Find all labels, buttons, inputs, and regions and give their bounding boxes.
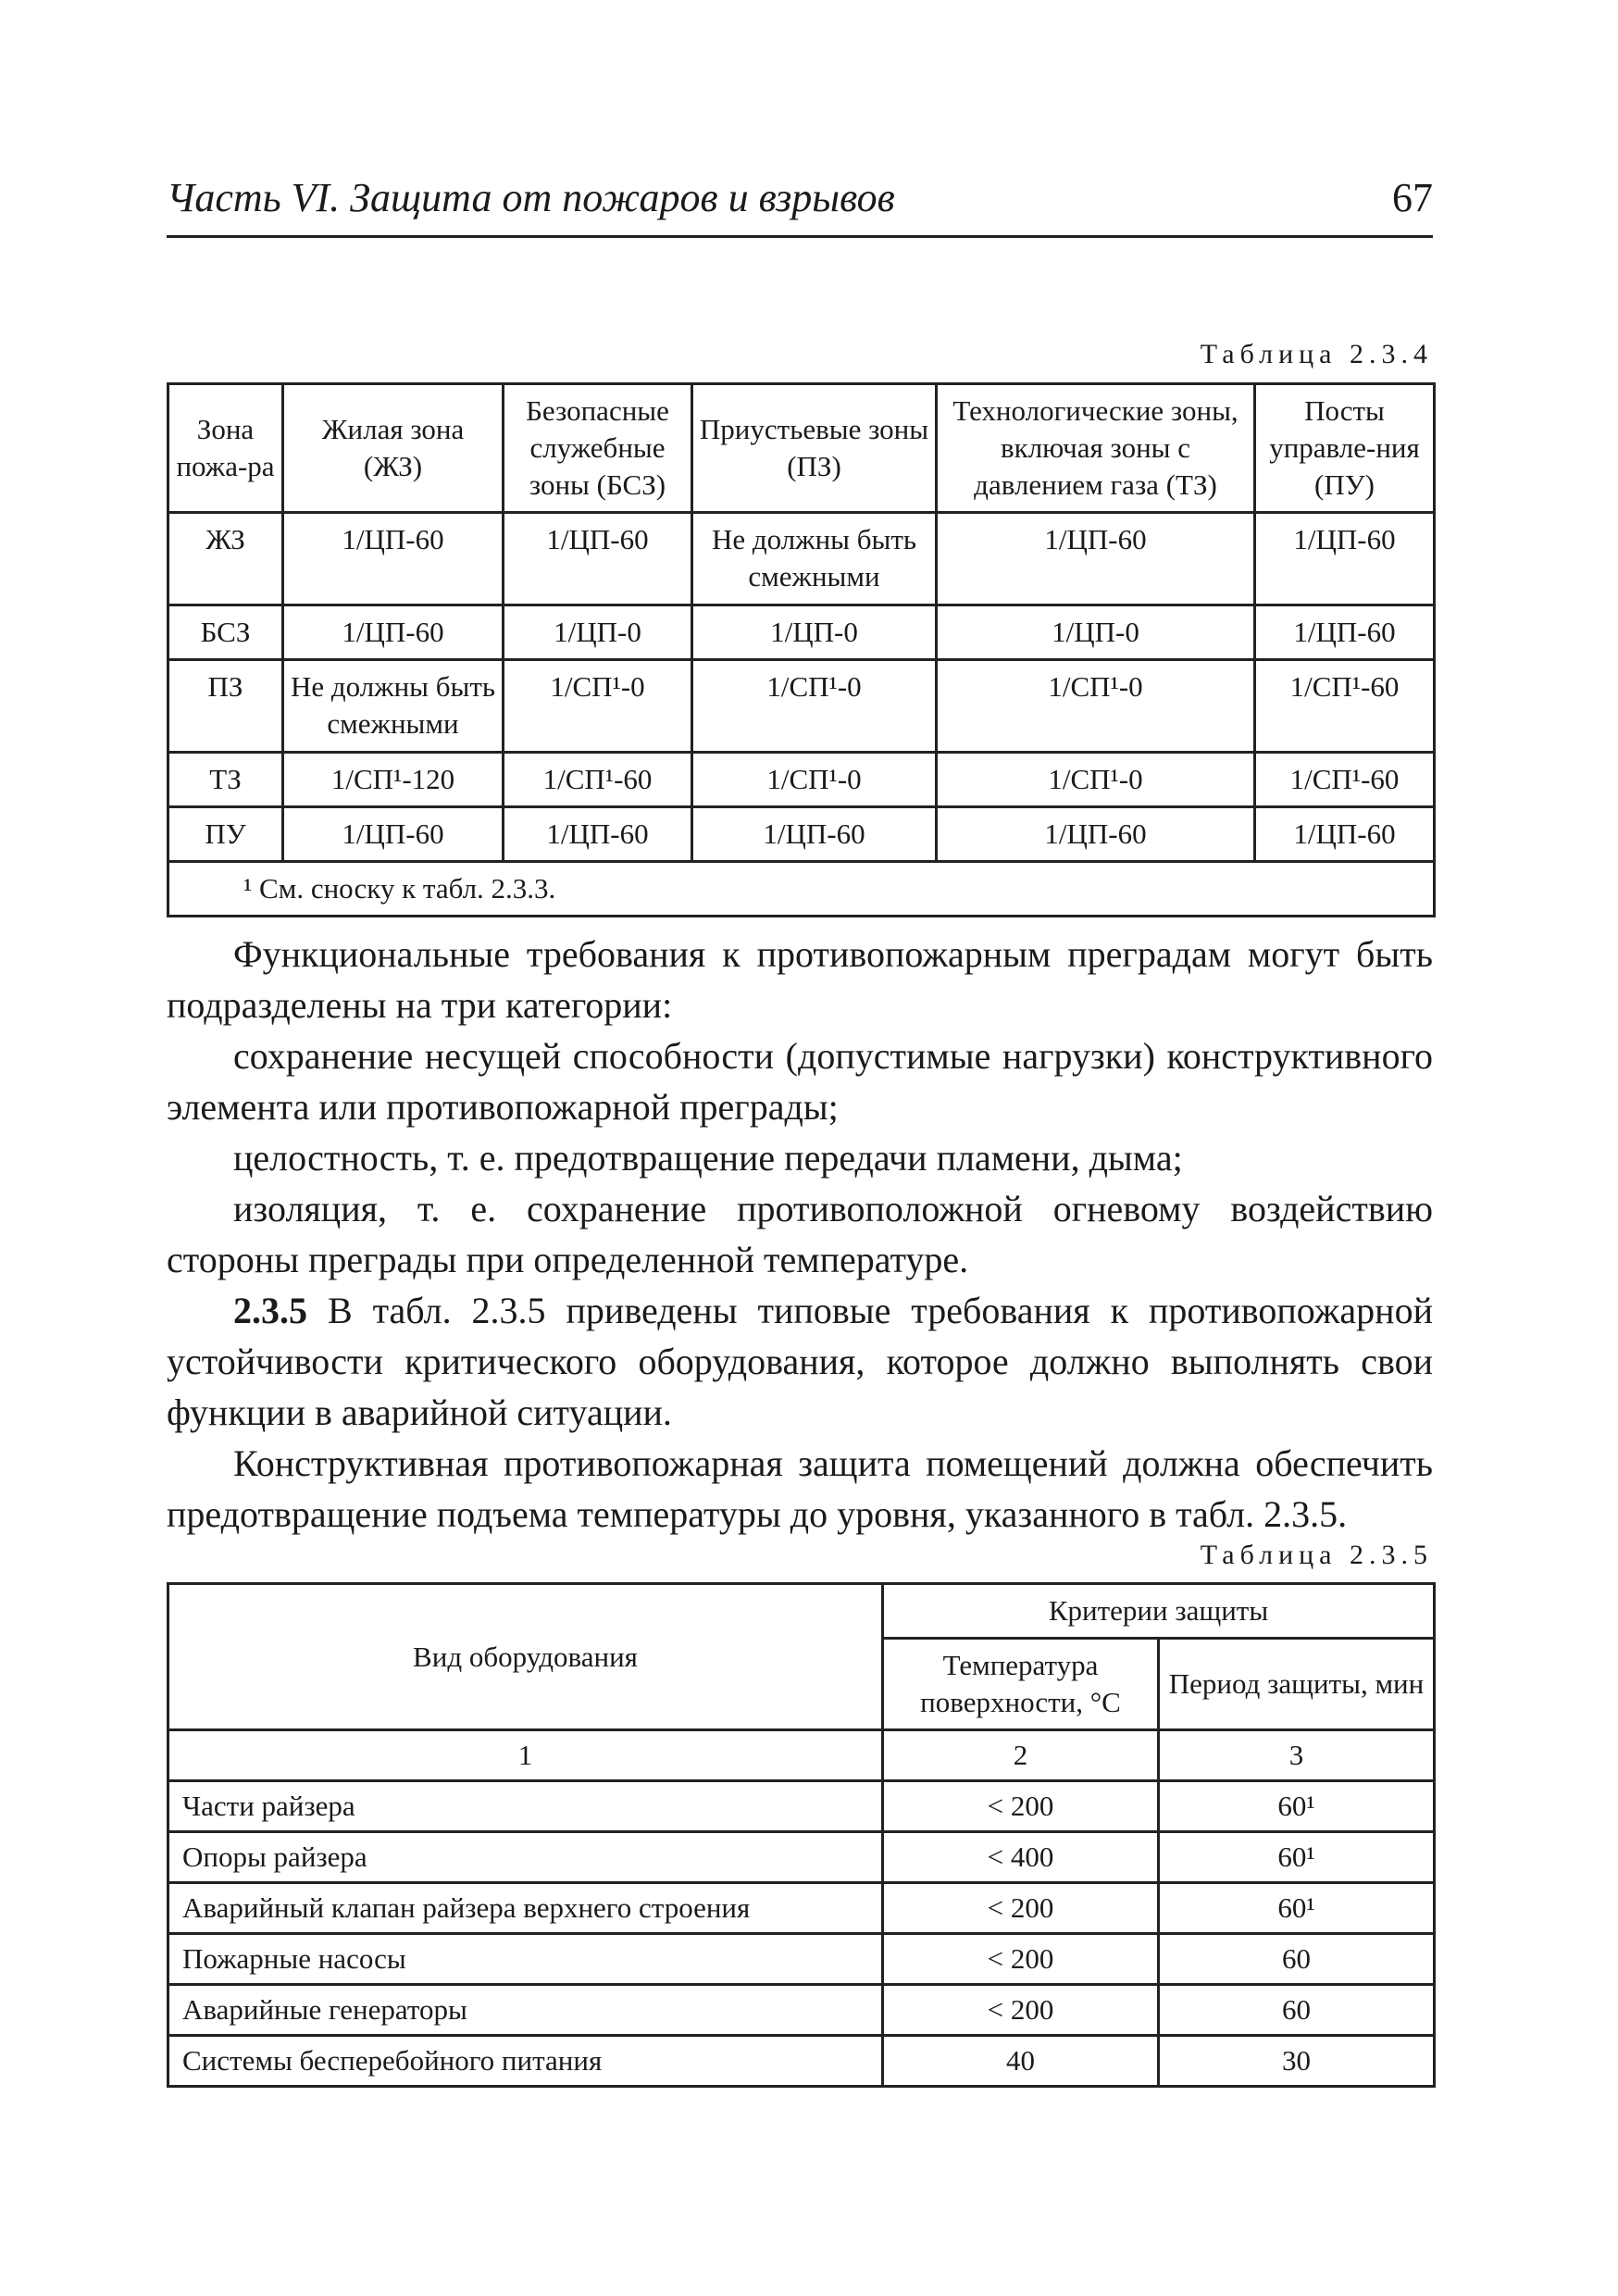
table-cell: БСЗ [168, 605, 283, 660]
table-cell: 60¹ [1159, 1832, 1435, 1883]
header-cell: Зона пожа-ра [168, 384, 283, 513]
table-cell: 1 [168, 1730, 883, 1781]
equipment-table [167, 1582, 1436, 2088]
table-cell: 2 [883, 1730, 1159, 1781]
table-cell: 1/ЦП-60 [504, 807, 692, 862]
table-cell: 1/СП¹-0 [937, 660, 1255, 753]
table-cell: < 400 [883, 1832, 1159, 1883]
table-cell: 1/СП¹-0 [937, 753, 1255, 807]
running-head [167, 168, 1433, 238]
table-row [168, 1985, 1435, 2036]
table-row [168, 1781, 1435, 1832]
table-cell: 1/ЦП-0 [504, 605, 692, 660]
table-cell: 1/ЦП-60 [1255, 513, 1435, 605]
table-cell: 60 [1159, 1985, 1435, 2036]
table-cell: ПЗ [168, 660, 283, 753]
table-cell: 1/ЦП-60 [504, 513, 692, 605]
table-cell: 1/ЦП-0 [937, 605, 1255, 660]
header-cell: Приустьевые зоны (ПЗ) [692, 384, 937, 513]
table-cell: 60¹ [1159, 1781, 1435, 1832]
table-cell: Не должны быть смежными [283, 660, 504, 753]
table-row [168, 807, 1435, 862]
table-row [168, 753, 1435, 807]
table-footnote-row [168, 862, 1435, 917]
table-cell: 60¹ [1159, 1883, 1435, 1934]
table-footnote: ¹ См. сноску к табл. 2.3.3. [168, 862, 1435, 917]
column-number-row [168, 1730, 1435, 1781]
table-cell: 1/ЦП-60 [283, 807, 504, 862]
table-cell: 40 [883, 2036, 1159, 2087]
body-text [167, 929, 1433, 1540]
table-cell: 60 [1159, 1934, 1435, 1985]
table-cell: ТЗ [168, 753, 283, 807]
header-cell: Вид оборудования [168, 1584, 883, 1730]
table-cell: Не должны быть смежными [692, 513, 937, 605]
table-cell: 1/ЦП-0 [692, 605, 937, 660]
header-cell: Безопасные служебные зоны (БСЗ) [504, 384, 692, 513]
table-cell: Системы бесперебойного питания [168, 2036, 883, 2087]
table-row [168, 1832, 1435, 1883]
table-cell: 1/СП¹-120 [283, 753, 504, 807]
table-cell: 1/СП¹-0 [692, 753, 937, 807]
table-cell: Части райзера [168, 1781, 883, 1832]
table-row [168, 605, 1435, 660]
table-cell: 1/ЦП-60 [1255, 605, 1435, 660]
table-row [168, 660, 1435, 753]
header-cell: Критерии защиты [883, 1584, 1435, 1639]
paragraph [167, 1285, 1433, 1438]
table-caption: Таблица 2.3.4 [1200, 339, 1433, 369]
paragraph: Конструктивная противопожарная защита помещений должна обеспечить предотвращение подъема температуры до уровня, указанного в табл. 2.3.5. [167, 1442, 1433, 1535]
table-row [168, 1883, 1435, 1934]
table-cell: < 200 [883, 1781, 1159, 1832]
table-header-row [168, 1584, 1435, 1639]
page-number: 67 [1392, 175, 1433, 220]
header-cell: Период защиты, мин [1159, 1639, 1435, 1730]
table-header-row [168, 384, 1435, 513]
table-cell: 1/ЦП-60 [283, 605, 504, 660]
table-caption: Таблица 2.3.5 [1200, 1540, 1433, 1570]
table-cell: 1/СП¹-0 [692, 660, 937, 753]
paragraph-text: В табл. 2.3.5 приведены типовые требования к противопожарной устойчивости критического оборудования, которое должно выполнять свои функции в аварийной ситуации. [167, 1290, 1433, 1433]
paragraph: сохранение несущей способности (допустимые нагрузки) конструктивного элемента или противопожарной преграды; [167, 1035, 1433, 1128]
table-cell: Аварийный клапан райзера верхнего строения [168, 1883, 883, 1934]
table-row [168, 2036, 1435, 2087]
header-cell: Посты управле-ния (ПУ) [1255, 384, 1435, 513]
table-cell: Пожарные насосы [168, 1934, 883, 1985]
table-row [168, 1934, 1435, 1985]
table-cell: 1/СП¹-60 [1255, 753, 1435, 807]
table-row [168, 513, 1435, 605]
table-cell: 1/ЦП-60 [937, 807, 1255, 862]
table-cell: 1/СП¹-0 [504, 660, 692, 753]
section-number: 2.3.5 [233, 1290, 307, 1331]
fire-zone-table [167, 382, 1436, 917]
table-cell: 1/ЦП-60 [1255, 807, 1435, 862]
table-cell: 1/ЦП-60 [692, 807, 937, 862]
table-cell: Опоры райзера [168, 1832, 883, 1883]
table-cell: 3 [1159, 1730, 1435, 1781]
paragraph: Функциональные требования к противопожарным преградам могут быть подразделены на три категории: [167, 933, 1433, 1026]
table-cell: 1/ЦП-60 [283, 513, 504, 605]
table-cell: ЖЗ [168, 513, 283, 605]
table-cell: < 200 [883, 1934, 1159, 1985]
table-cell: 1/СП¹-60 [1255, 660, 1435, 753]
table-cell: 1/ЦП-60 [937, 513, 1255, 605]
table-cell: Аварийные генераторы [168, 1985, 883, 2036]
header-cell: Жилая зона (ЖЗ) [283, 384, 504, 513]
table-cell: 1/СП¹-60 [504, 753, 692, 807]
header-cell: Температура поверхности, °С [883, 1639, 1159, 1730]
table-cell: < 200 [883, 1883, 1159, 1934]
table-cell: ПУ [168, 807, 283, 862]
header-cell: Технологические зоны, включая зоны с давлением газа (ТЗ) [937, 384, 1255, 513]
paragraph: целостность, т. е. предотвращение передачи пламени, дыма; [233, 1137, 1183, 1179]
chapter-title: Часть VI. Защита от пожаров и взрывов [167, 175, 895, 220]
table-cell: < 200 [883, 1985, 1159, 2036]
paragraph: изоляция, т. е. сохранение противоположной огневому воздействию стороны преграды при определенной температуре. [167, 1188, 1433, 1280]
table-cell: 30 [1159, 2036, 1435, 2087]
